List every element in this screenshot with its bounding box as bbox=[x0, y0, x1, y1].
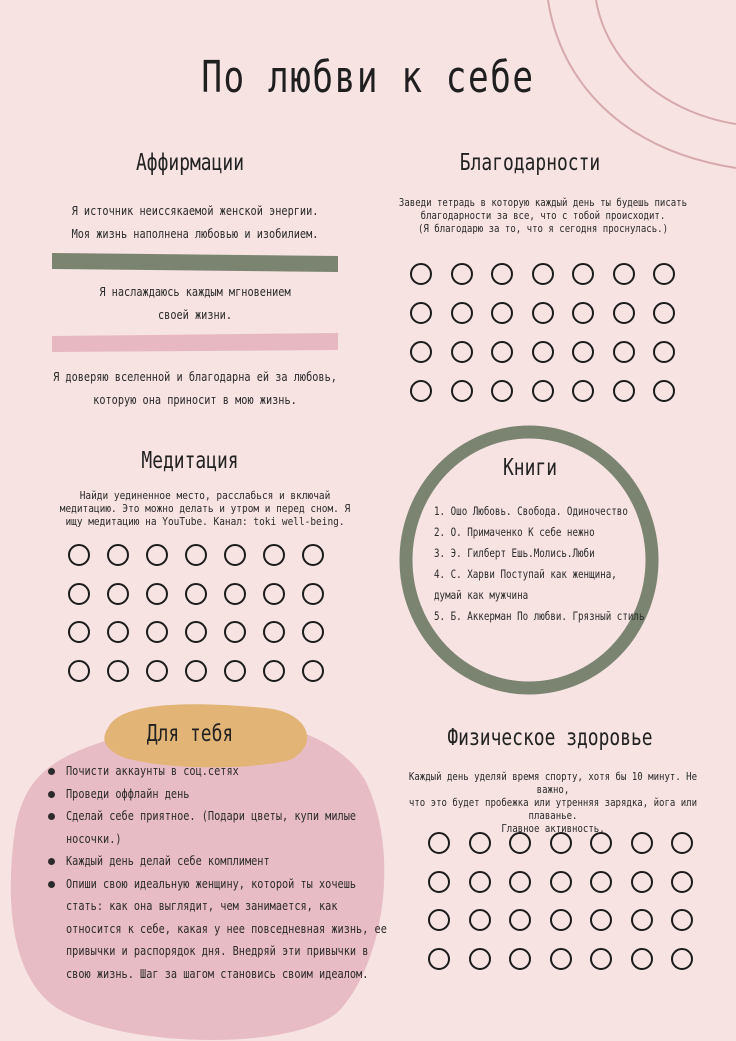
book-item: 3. Э. Гилберт Ешь.Молись.Люби bbox=[434, 546, 595, 560]
tracker-circle[interactable] bbox=[532, 380, 554, 402]
affirmation-stripe-olive bbox=[52, 253, 338, 272]
tracker-circle[interactable] bbox=[185, 660, 207, 682]
health-tracker bbox=[428, 832, 693, 970]
tracker-circle[interactable] bbox=[572, 302, 594, 324]
tracker-circle[interactable] bbox=[428, 948, 450, 970]
page-title: По любви к себе bbox=[201, 52, 535, 103]
tracker-circle[interactable] bbox=[146, 621, 168, 643]
tracker-circle[interactable] bbox=[653, 263, 675, 285]
tracker-circle[interactable] bbox=[590, 871, 612, 893]
tracker-circle[interactable] bbox=[671, 871, 693, 893]
tracker-circle[interactable] bbox=[451, 380, 473, 402]
tracker-circle[interactable] bbox=[302, 544, 324, 566]
tracker-circle[interactable] bbox=[302, 583, 324, 605]
tracker-circle[interactable] bbox=[613, 263, 635, 285]
tracker-circle[interactable] bbox=[451, 263, 473, 285]
health-heading: Физическое здоровье bbox=[447, 725, 653, 751]
tracker-circle[interactable] bbox=[491, 263, 513, 285]
tracker-circle[interactable] bbox=[491, 380, 513, 402]
meditation-text: Найди уединенное место, расслабься и включай медитацию. Это можно делать и утром и перед сном. Я ищу медитацию на YouTube. Канал: toki well-being. bbox=[59, 489, 351, 528]
tracker-circle[interactable] bbox=[410, 263, 432, 285]
gratitude-text: Заведи тетрадь в которую каждый день ты будешь писать благодарности за все, что с тобой происходит. (Я благодарю за то, что я сегодня проснулась.) bbox=[398, 197, 688, 235]
tracker-circle[interactable] bbox=[631, 832, 653, 854]
gratitude-tracker bbox=[410, 263, 675, 402]
tracker-circle[interactable] bbox=[509, 832, 531, 854]
tracker-circle[interactable] bbox=[107, 621, 129, 643]
books-list bbox=[434, 501, 674, 627]
tracker-circle[interactable] bbox=[469, 948, 491, 970]
affirmation-3: Я доверяю вселенной и благодарна ей за любовь, которую она приносит в мою жизнь. bbox=[53, 369, 337, 407]
affirmations-heading: Аффирмации bbox=[135, 150, 245, 176]
tracker-circle[interactable] bbox=[631, 909, 653, 931]
affirmation-2: Я наслаждаюсь каждым мгновением своей жизни. bbox=[99, 284, 291, 322]
health-text: Каждый день уделяй время спорту, хотя бы 10 минут. Не важно, что это будет пробежка или утренняя зарядка, йога или плаванье. Главное активность. bbox=[408, 771, 698, 835]
tracker-circle[interactable] bbox=[653, 380, 675, 402]
tracker-circle[interactable] bbox=[572, 341, 594, 363]
tracker-circle[interactable] bbox=[185, 621, 207, 643]
tracker-circle[interactable] bbox=[263, 583, 285, 605]
book-item: думай как мужчина bbox=[434, 588, 529, 602]
tracker-circle[interactable] bbox=[224, 583, 246, 605]
tracker-circle[interactable] bbox=[491, 302, 513, 324]
tracker-circle[interactable] bbox=[451, 302, 473, 324]
tracker-circle[interactable] bbox=[509, 948, 531, 970]
tracker-circle[interactable] bbox=[572, 263, 594, 285]
tracker-circle[interactable] bbox=[671, 832, 693, 854]
for-you-heading: Для тебя bbox=[146, 721, 234, 747]
tracker-circle[interactable] bbox=[469, 832, 491, 854]
tracker-circle[interactable] bbox=[68, 621, 90, 643]
tracker-circle[interactable] bbox=[68, 660, 90, 682]
tracker-circle[interactable] bbox=[631, 948, 653, 970]
tracker-circle[interactable] bbox=[550, 909, 572, 931]
tracker-circle[interactable] bbox=[428, 832, 450, 854]
tracker-circle[interactable] bbox=[613, 302, 635, 324]
tracker-circle[interactable] bbox=[224, 660, 246, 682]
tracker-circle[interactable] bbox=[146, 660, 168, 682]
bullet-icon bbox=[48, 858, 55, 865]
tracker-circle[interactable] bbox=[590, 832, 612, 854]
tracker-circle[interactable] bbox=[532, 302, 554, 324]
tracker-circle[interactable] bbox=[224, 621, 246, 643]
bullet-icon bbox=[48, 881, 55, 888]
tracker-circle[interactable] bbox=[572, 380, 594, 402]
book-item: 4. С. Харви Поступай как женщина, bbox=[434, 567, 617, 581]
tracker-circle[interactable] bbox=[146, 583, 168, 605]
tracker-circle[interactable] bbox=[653, 302, 675, 324]
tracker-circle[interactable] bbox=[302, 621, 324, 643]
tracker-circle[interactable] bbox=[532, 341, 554, 363]
tracker-circle[interactable] bbox=[671, 948, 693, 970]
tracker-circle[interactable] bbox=[68, 583, 90, 605]
bullet-icon bbox=[48, 768, 55, 775]
tracker-circle[interactable] bbox=[146, 544, 168, 566]
tracker-circle[interactable] bbox=[590, 909, 612, 931]
tracker-circle[interactable] bbox=[653, 341, 675, 363]
tracker-circle[interactable] bbox=[410, 380, 432, 402]
for-you-item: Проведи оффлайн день bbox=[48, 783, 388, 806]
tracker-circle[interactable] bbox=[469, 871, 491, 893]
tracker-circle[interactable] bbox=[302, 660, 324, 682]
tracker-circle[interactable] bbox=[185, 583, 207, 605]
tracker-circle[interactable] bbox=[263, 621, 285, 643]
tracker-circle[interactable] bbox=[550, 832, 572, 854]
tracker-circle[interactable] bbox=[671, 909, 693, 931]
tracker-circle[interactable] bbox=[451, 341, 473, 363]
book-item: 5. Б. Аккерман По любви. Грязный стиль bbox=[434, 609, 645, 623]
tracker-circle[interactable] bbox=[509, 909, 531, 931]
tracker-circle[interactable] bbox=[613, 341, 635, 363]
meditation-tracker bbox=[68, 544, 324, 682]
tracker-circle[interactable] bbox=[590, 948, 612, 970]
tracker-circle[interactable] bbox=[410, 302, 432, 324]
tracker-circle[interactable] bbox=[107, 583, 129, 605]
tracker-circle[interactable] bbox=[428, 871, 450, 893]
tracker-circle[interactable] bbox=[410, 341, 432, 363]
tracker-circle[interactable] bbox=[107, 660, 129, 682]
gratitude-heading: Благодарности bbox=[459, 150, 601, 176]
tracker-circle[interactable] bbox=[532, 263, 554, 285]
tracker-circle[interactable] bbox=[613, 380, 635, 402]
tracker-circle[interactable] bbox=[224, 544, 246, 566]
affirmation-stripe-pink bbox=[52, 333, 338, 352]
for-you-list bbox=[48, 760, 388, 985]
tracker-circle[interactable] bbox=[631, 871, 653, 893]
affirmation-1: Я источник неиссякаемой женской энергии. Моя жизнь наполнена любовью и изобилием. bbox=[71, 203, 319, 241]
tracker-circle[interactable] bbox=[107, 544, 129, 566]
tracker-circle[interactable] bbox=[263, 660, 285, 682]
bullet-icon bbox=[48, 791, 55, 798]
meditation-heading: Медитация bbox=[141, 448, 239, 474]
tracker-circle[interactable] bbox=[509, 871, 531, 893]
tracker-circle[interactable] bbox=[263, 544, 285, 566]
tracker-circle[interactable] bbox=[550, 871, 572, 893]
tracker-circle[interactable] bbox=[491, 341, 513, 363]
books-heading: Книги bbox=[502, 455, 558, 481]
tracker-circle[interactable] bbox=[68, 544, 90, 566]
book-item: 2. О. Примаченко К себе нежно bbox=[434, 525, 595, 539]
tracker-circle[interactable] bbox=[428, 909, 450, 931]
tracker-circle[interactable] bbox=[185, 544, 207, 566]
book-item: 1. Ошо Любовь. Свобода. Одиночество bbox=[434, 504, 628, 518]
for-you-item: Опиши свою идеальную женщину, которой ты хочешь стать: как она выглядит, чем занимается, как относится к себе, какая у нее повседневная жизнь, ее привычки и распорядок дня. Внедряй эти привычки в свою жизнь. Шаг за шагом становись своим идеалом. bbox=[48, 873, 388, 986]
bullet-icon bbox=[48, 813, 55, 820]
for-you-item: Сделай себе приятное. (Подари цветы, купи милые носочки.) bbox=[48, 805, 388, 850]
tracker-circle[interactable] bbox=[550, 948, 572, 970]
for-you-item: Каждый день делай себе комплимент bbox=[48, 850, 388, 873]
tracker-circle[interactable] bbox=[469, 909, 491, 931]
for-you-item: Почисти аккаунты в соц.сетях bbox=[48, 760, 388, 783]
